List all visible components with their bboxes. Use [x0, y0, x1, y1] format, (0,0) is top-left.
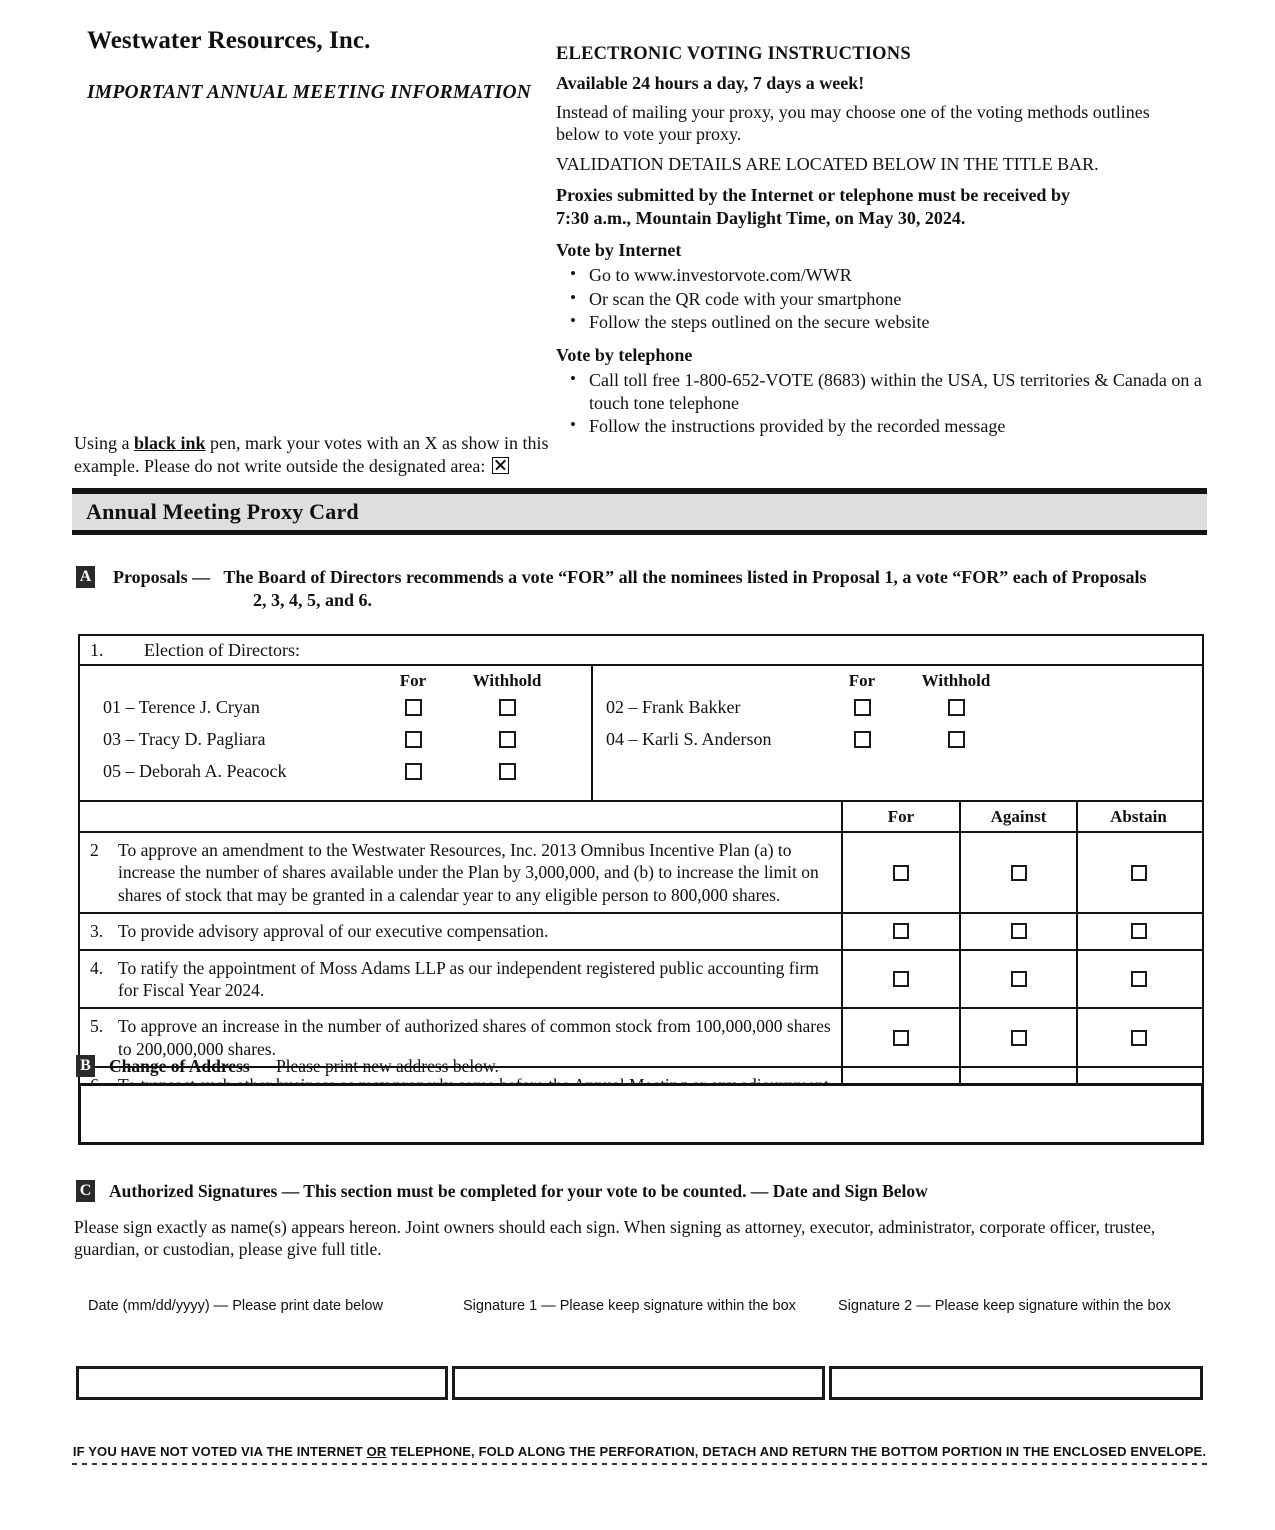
x-mark-box-icon [492, 457, 509, 474]
proposal-against-checkbox[interactable] [1011, 865, 1027, 881]
nominee-name: 04 – Karli S. Anderson [606, 728, 772, 749]
section-b-title: Change of Address [109, 1055, 250, 1076]
section-b-badge: B [76, 1055, 95, 1077]
signature-2-input[interactable] [829, 1366, 1203, 1400]
list-item: • Follow the instructions provided by the recorded message [587, 415, 1206, 438]
list-item: • Go to www.investorvote.com/WWR [587, 264, 1206, 287]
footer-region [72, 1444, 1207, 1465]
section-a-proposals-header [76, 566, 1211, 613]
footer-part1: IF YOU HAVE NOT VOTED VIA THE INTERNET [72, 1444, 367, 1459]
proxy-card-bar [72, 494, 1207, 530]
proposal-against-checkbox[interactable] [1011, 1030, 1027, 1046]
nominees-column-left [80, 666, 593, 800]
nominee-name: 05 – Deborah A. Peacock [103, 760, 287, 781]
proposal-number: 3. [90, 921, 104, 942]
nominee-for-checkbox[interactable] [854, 731, 871, 748]
footer-part2: TELEPHONE, FOLD ALONG THE PERFORATION, DETACH AND RETURN THE BOTTOM PORTION IN THE ENCLOSED ENVELOPE. [386, 1444, 1207, 1459]
nominee-row [593, 723, 1200, 755]
section-c-badge: C [76, 1180, 95, 1202]
section-c-authorized-signatures [76, 1180, 1211, 1261]
vote-by-telephone-list [556, 369, 1206, 438]
proposal-for-checkbox[interactable] [893, 971, 909, 987]
section-b-instruction: — Please print new address below. [249, 1055, 499, 1076]
voting-table [78, 634, 1204, 1127]
header-region [0, 0, 1275, 480]
footer-underlined: OR [366, 1444, 387, 1459]
page-title: Annual Meeting Proxy Card [86, 499, 359, 524]
column-header-abstain: Abstain [1110, 806, 1167, 826]
nominee-withhold-checkbox[interactable] [499, 763, 516, 780]
item-number: 1. [90, 639, 104, 660]
proxy-card-title-bar [72, 488, 1207, 535]
proposal-abstain-checkbox[interactable] [1131, 865, 1147, 881]
column-header-for: For [399, 671, 427, 690]
evi-deadline [556, 184, 1206, 229]
new-address-input[interactable] [78, 1083, 1204, 1145]
list-item: • Or scan the QR code with your smartphone [587, 288, 1206, 311]
column-header-withhold: Withhold [921, 671, 991, 690]
company-name: Westwater Resources, Inc. [87, 27, 371, 54]
signature-1-label: Signature 1 — Please keep signature within the box [463, 1298, 796, 1314]
nominee-withhold-checkbox[interactable] [499, 699, 516, 716]
evi-deadline-line1: Proxies submitted by the Internet or telephone must be received by [556, 184, 1070, 205]
section-a-recommendation-line2: 2, 3, 4, 5, and 6. [253, 590, 373, 611]
list-item: • Call toll free 1-800-652-VOTE (8683) within the USA, US territories & Canada on a touch tone telephone [587, 369, 1204, 415]
perforation-line [72, 1463, 1207, 1465]
nominee-for-checkbox[interactable] [405, 731, 422, 748]
evi-title: ELECTRONIC VOTING INSTRUCTIONS [556, 44, 911, 64]
proposal-for-checkbox[interactable] [893, 923, 909, 939]
proposals-column-headers [80, 802, 1202, 833]
vote-by-internet-heading: Vote by Internet [556, 240, 682, 261]
proposal-abstain-checkbox[interactable] [1131, 1030, 1147, 1046]
nominee-withhold-checkbox[interactable] [948, 699, 965, 716]
evi-intro-text: Instead of mailing your proxy, you may choose one of the voting methods outlines below to vote your proxy. [556, 102, 1150, 144]
divider-bottom [72, 530, 1207, 535]
important-meeting-info-subtitle: IMPORTANT ANNUAL MEETING INFORMATION [87, 82, 532, 103]
proposal-text-header [80, 802, 843, 831]
section-a-badge: A [76, 566, 95, 588]
proposal-number: 2 [90, 840, 99, 860]
marking-instructions [74, 432, 594, 478]
signature-labels [88, 1296, 1208, 1317]
nominee-for-checkbox[interactable] [405, 763, 422, 780]
section-a-label: Proposals — [113, 567, 211, 587]
nominee-row [80, 723, 591, 755]
nominee-column-headers-right [593, 666, 1200, 691]
section-c-paragraph: Please sign exactly as name(s) appears hereon. Joint owners should each sign. When signing as attorney, executor, administrator, corporate officer, trustee, guardian, or custodian, please give full title. [74, 1217, 1156, 1260]
proposal-number: 5. [90, 1016, 104, 1037]
election-of-directors-label: Election of Directors: [144, 639, 300, 660]
nominees-region [80, 666, 1202, 802]
proposal-text: To approve an increase in the number of authorized shares of common stock from 100,000,000 shares to 200,000,000 shares. [118, 1016, 831, 1059]
evi-deadline-line2: 7:30 a.m., Mountain Daylight Time, on May 30, 2024. [556, 207, 966, 228]
proposal-for-checkbox[interactable] [893, 1030, 909, 1046]
date-field-label: Date (mm/dd/yyyy) — Please print date below [88, 1298, 383, 1314]
column-header-for: For [848, 671, 876, 690]
nominee-column-headers-left [80, 666, 591, 691]
proposal-for-checkbox[interactable] [893, 865, 909, 881]
vote-by-internet-list [556, 264, 1206, 334]
nominee-name: 01 – Terence J. Cryan [103, 696, 260, 717]
date-input[interactable] [76, 1366, 448, 1400]
proposal-abstain-checkbox[interactable] [1131, 923, 1147, 939]
nominee-row [80, 755, 591, 787]
column-header-against: Against [961, 802, 1078, 831]
nominee-for-checkbox[interactable] [405, 699, 422, 716]
nominee-row [80, 691, 591, 723]
section-c-title: Authorized Signatures — This section must be completed for your vote to be counted. — Date and Sign Below [109, 1180, 928, 1201]
nominee-withhold-checkbox[interactable] [948, 731, 965, 748]
nominees-column-right [593, 666, 1200, 800]
proposal-text: To provide advisory approval of our executive compensation. [118, 921, 549, 942]
signature-2-label: Signature 2 — Please keep signature within the box [838, 1298, 1171, 1314]
proposal-text: To ratify the appointment of Moss Adams LLP as our independent registered public accounting firm for Fiscal Year 2024. [118, 957, 819, 1000]
ink-note-suffix: pen, mark your votes with an X as show in this example. Please do not write outside the designated area: [74, 433, 549, 476]
nominee-name: 03 – Tracy D. Pagliara [103, 728, 266, 749]
ink-note-emphasis: black ink [134, 433, 206, 453]
nominee-name: 02 – Frank Bakker [606, 696, 741, 717]
table-row [80, 833, 1202, 914]
section-b-change-of-address [76, 1055, 1207, 1145]
column-header-withhold: Withhold [472, 671, 542, 690]
evi-validation-notice: VALIDATION DETAILS ARE LOCATED BELOW IN THE TITLE BAR. [556, 153, 1099, 174]
fold-instructions [72, 1444, 1207, 1459]
table-row [80, 914, 1202, 950]
signature-1-input[interactable] [452, 1366, 825, 1400]
section-a-recommendation-line1: The Board of Directors recommends a vote “FOR” all the nominees listed in Proposal 1, a vote “FOR” each of Proposals [223, 567, 1147, 587]
evi-availability: Available 24 hours a day, 7 days a week! [556, 73, 865, 93]
electronic-voting-instructions [556, 44, 1206, 438]
proposal-against-checkbox[interactable] [1011, 923, 1027, 939]
nominee-row [593, 691, 1200, 723]
proposal-text: To approve an amendment to the Westwater Resources, Inc. 2013 Omnibus Incentive Plan (a) to increase the number of shares available under the Plan by 3,000,000, and (b) to increase the limit on shares of stock that may be granted in a calendar year to any eligible person to 800,000 shares. [118, 840, 819, 905]
proposal-number: 4. [90, 957, 104, 978]
proposal-against-checkbox[interactable] [1011, 971, 1027, 987]
ink-note-prefix: Using a [74, 433, 134, 453]
nominee-for-checkbox[interactable] [854, 699, 871, 716]
election-of-directors-row [80, 636, 1202, 666]
proposal-abstain-checkbox[interactable] [1131, 971, 1147, 987]
nominee-withhold-checkbox[interactable] [499, 731, 516, 748]
signature-boxes [76, 1366, 1206, 1400]
vote-by-telephone-heading: Vote by telephone [556, 344, 693, 365]
table-row [80, 951, 1202, 1010]
list-item: • Follow the steps outlined on the secure website [587, 311, 1206, 334]
column-header-for: For [843, 802, 961, 831]
